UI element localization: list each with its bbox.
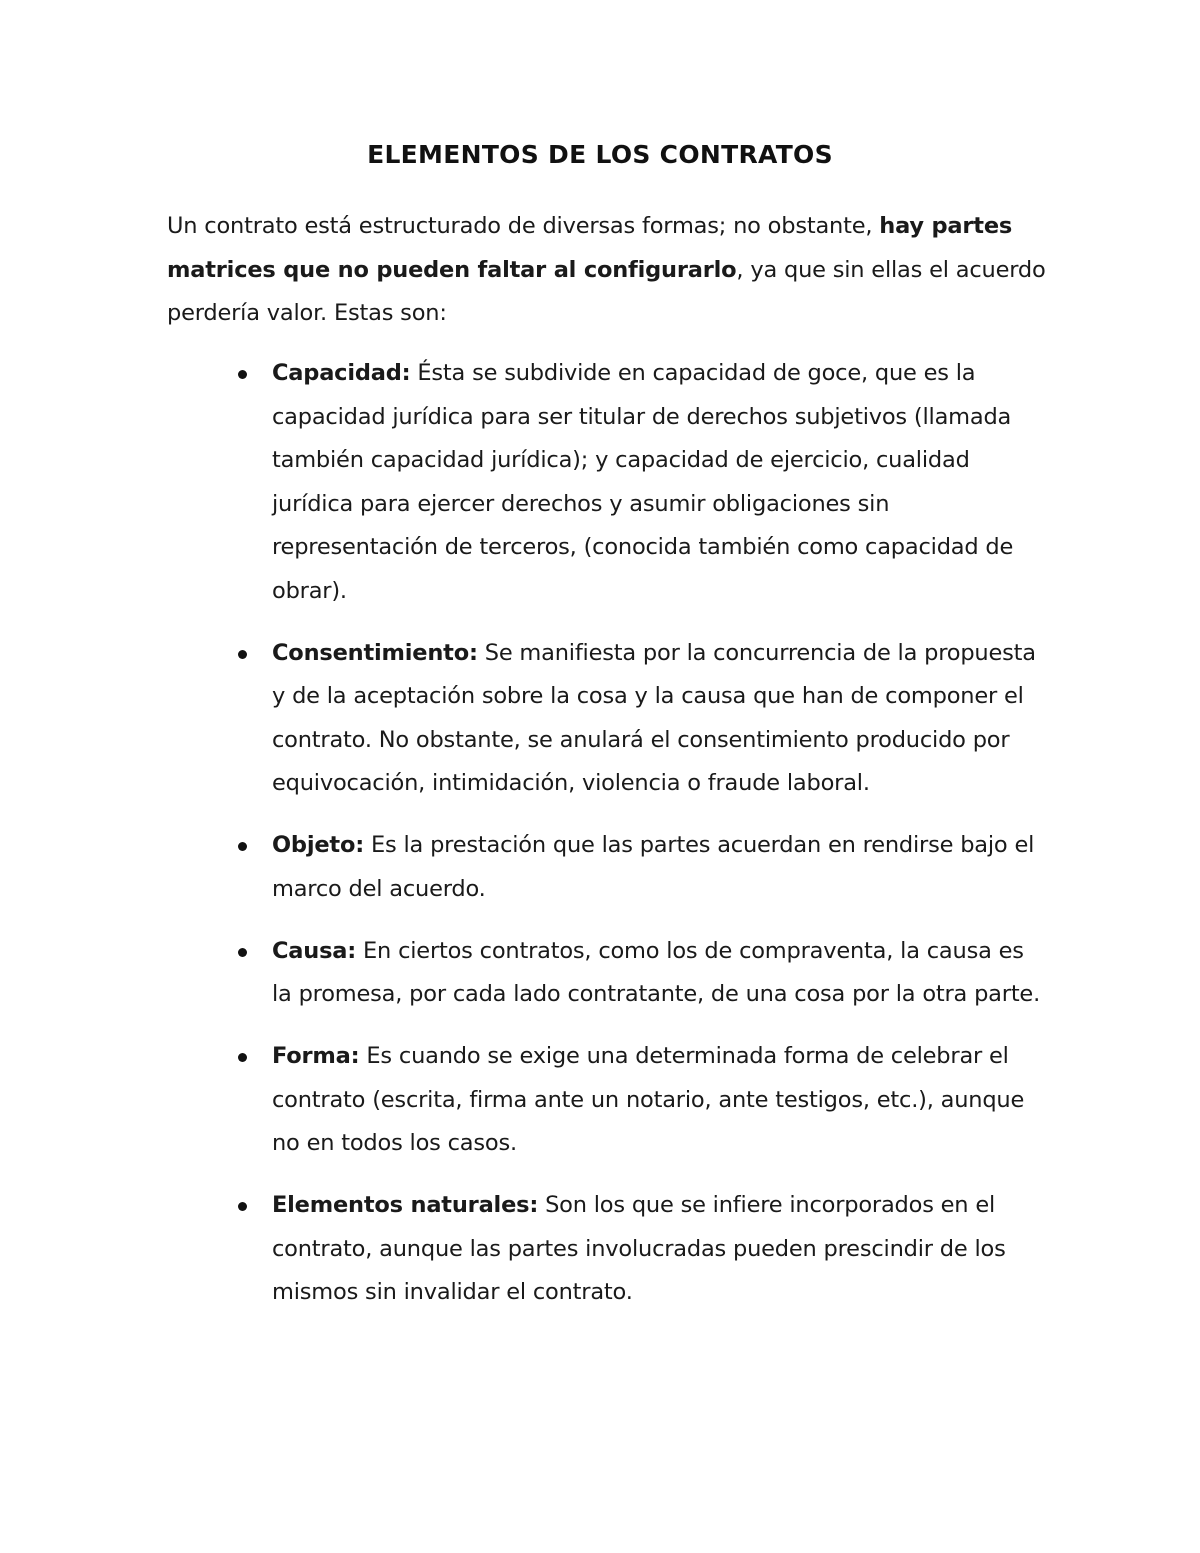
item-text: Se manifiesta por la concurrencia de la propuesta y de la aceptación sobre la cosa y la causa que han de componer el contrato. No obstante, se anulará el consentimiento producido por equivocación, intimidación, violencia o fraude laboral. [272,639,1036,796]
list-item-causa [0,930,1048,1017]
bullet-icon [238,1202,247,1211]
list-item-objeto [0,824,1048,911]
intro-text-start: Un contrato está estructurado de diversas formas; no obstante, [167,213,880,239]
bullet-icon [238,948,247,957]
bullet-icon [238,650,247,659]
item-term: Consentimiento: [272,639,478,666]
item-text: Son los que se infiere incorporados en el contrato, aunque las partes involucradas pueden prescindir de los mismos sin invalidar el contrato. [272,1192,1006,1305]
item-text: Ésta se subdivide en capacidad de goce, que es la capacidad jurídica para ser titular de derechos subjetivos (llamada también capacidad jurídica); y capacidad de ejercicio, cualidad jurídica para ejercer derechos y asumir obligaciones sin representación de terceros, (conocida también como capacidad de obrar). [272,360,1014,604]
item-term: Capacidad: [272,360,411,386]
list-item-elementos-naturales [0,1184,1048,1315]
elements-list [0,352,1200,1333]
item-text: Es cuando se exige una determinada forma de celebrar el contrato (escrita, firma ante un notario, ante testigos, etc.), aunque no en todos los casos. [272,1043,1025,1156]
list-item-forma [0,1035,1048,1166]
bullet-icon [238,842,247,851]
list-item-capacidad [0,352,1048,613]
item-term: Objeto: [272,832,365,858]
item-text: Es la prestación que las partes acuerdan en rendirse bajo el marco del acuerdo. [272,832,1035,902]
bullet-icon [238,1053,247,1062]
intro-bold-text: hay partes matrices que no pueden faltar al configurarlo [167,213,1013,283]
item-text: En ciertos contratos, como los de compraventa, la causa es la promesa, por cada lado contratante, de una cosa por la otra parte. [272,937,1041,1007]
item-term: Elementos naturales: [272,1192,539,1218]
intro-paragraph [167,205,1047,336]
list-item-consentimiento [0,632,1048,806]
document-title: ELEMENTOS DE LOS CONTRATOS [367,140,833,169]
item-term: Forma: [272,1043,360,1069]
bullet-icon [238,370,247,379]
item-term: Causa: [272,937,357,964]
intro-text-end: , ya que sin ellas el acuerdo perdería valor. Estas son: [167,256,1046,326]
